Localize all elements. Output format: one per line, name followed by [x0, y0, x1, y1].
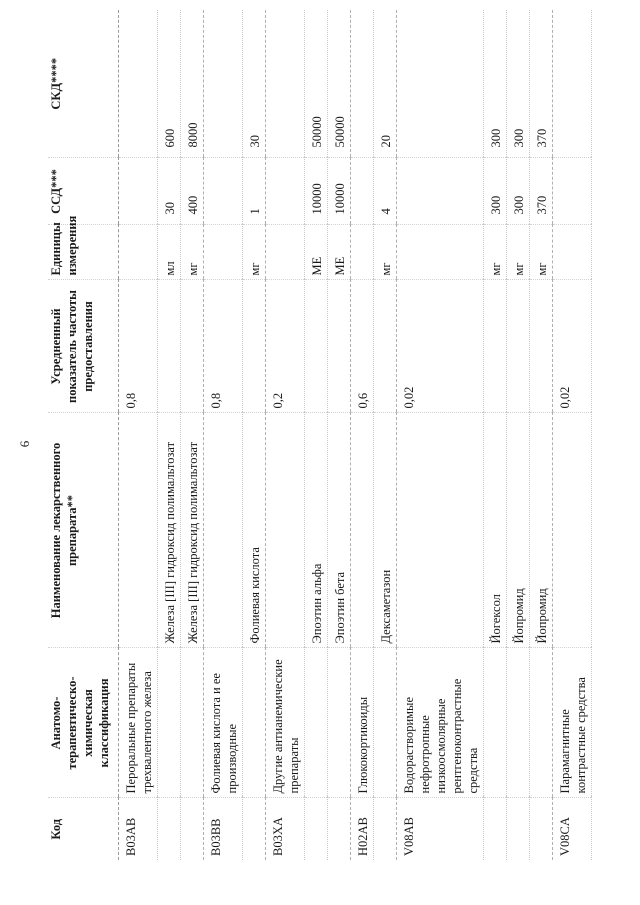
cell-skd	[553, 10, 592, 158]
cell-frequency	[181, 280, 204, 413]
cell-frequency: 0,02	[553, 280, 592, 413]
cell-skd: 8000	[181, 10, 204, 158]
cell-unit: мг	[181, 225, 204, 280]
cell-frequency	[484, 280, 507, 413]
cell-unit: мг	[507, 225, 530, 280]
header-units: Единицы измерения	[48, 225, 119, 280]
cell-ssd	[553, 158, 592, 225]
cell-ssd: 4	[374, 158, 397, 225]
cell-frequency	[530, 280, 553, 413]
cell-classification	[530, 648, 553, 798]
table-row	[351, 10, 374, 860]
cell-classification	[484, 648, 507, 798]
cell-ssd: 10000	[328, 158, 351, 225]
cell-frequency	[305, 280, 328, 413]
table-header-row	[48, 10, 119, 860]
cell-skd	[204, 10, 243, 158]
cell-skd	[351, 10, 374, 158]
cell-ssd	[119, 158, 158, 225]
cell-unit: МЕ	[328, 225, 351, 280]
table-row	[181, 10, 204, 860]
header-ssd: ССД***	[48, 158, 119, 225]
cell-code	[374, 798, 397, 860]
header-frequency: Усредненный показатель частоты предоставления	[48, 280, 119, 413]
cell-frequency	[158, 280, 181, 413]
cell-code: V08AB	[397, 798, 484, 860]
table-row	[553, 10, 592, 860]
cell-drug	[119, 413, 158, 648]
cell-classification	[507, 648, 530, 798]
cell-code: V08CA	[553, 798, 592, 860]
cell-drug: Дексаметазон	[374, 413, 397, 648]
cell-skd	[266, 10, 305, 158]
cell-skd: 300	[484, 10, 507, 158]
cell-drug	[553, 413, 592, 648]
cell-classification	[374, 648, 397, 798]
cell-frequency: 0,8	[204, 280, 243, 413]
cell-classification	[158, 648, 181, 798]
table-row	[266, 10, 305, 860]
cell-code	[507, 798, 530, 860]
cell-unit	[553, 225, 592, 280]
cell-code: H02AB	[351, 798, 374, 860]
cell-drug: Йопромид	[530, 413, 553, 648]
header-code: Код	[48, 798, 119, 860]
cell-code	[305, 798, 328, 860]
cell-frequency	[374, 280, 397, 413]
cell-drug	[351, 413, 374, 648]
cell-code	[328, 798, 351, 860]
cell-classification: Парамагнитные контрастные средства	[553, 648, 592, 798]
cell-unit	[119, 225, 158, 280]
table-row	[397, 10, 484, 860]
cell-ssd: 300	[507, 158, 530, 225]
table-row	[158, 10, 181, 860]
cell-ssd: 300	[484, 158, 507, 225]
table-row	[507, 10, 530, 860]
cell-classification: Глюкокортикоиды	[351, 648, 374, 798]
cell-unit	[204, 225, 243, 280]
cell-code: B03XA	[266, 798, 305, 860]
cell-code	[530, 798, 553, 860]
table-row	[204, 10, 243, 860]
header-classification: Анатомо-терапевтическо-химическая классификация	[48, 648, 119, 798]
table-row	[119, 10, 158, 860]
cell-drug	[397, 413, 484, 648]
cell-frequency	[328, 280, 351, 413]
cell-skd: 50000	[328, 10, 351, 158]
cell-code: B03AB	[119, 798, 158, 860]
table-row	[530, 10, 553, 860]
cell-unit: мг	[530, 225, 553, 280]
cell-drug: Эпоэтин альфа	[305, 413, 328, 648]
cell-skd: 30	[243, 10, 266, 158]
cell-drug: Йогексол	[484, 413, 507, 648]
cell-ssd: 400	[181, 158, 204, 225]
cell-classification: Водорастворимые нефротропные низкоосмолярные рентгеноконтрастные средства	[397, 648, 484, 798]
cell-drug: Фолиевая кислота	[243, 413, 266, 648]
page-number: 6	[17, 440, 32, 448]
cell-drug	[266, 413, 305, 648]
cell-frequency: 0,6	[351, 280, 374, 413]
cell-unit: мл	[158, 225, 181, 280]
cell-classification	[243, 648, 266, 798]
cell-classification	[181, 648, 204, 798]
cell-classification: Фолиевая кислота и ее производные	[204, 648, 243, 798]
cell-drug: Йопромид	[507, 413, 530, 648]
table-row	[328, 10, 351, 860]
table-row	[305, 10, 328, 860]
cell-ssd	[266, 158, 305, 225]
cell-ssd: 10000	[305, 158, 328, 225]
cell-unit	[266, 225, 305, 280]
cell-skd: 50000	[305, 10, 328, 158]
cell-frequency	[243, 280, 266, 413]
cell-classification: Пероральные препараты трехвалентного железа	[119, 648, 158, 798]
cell-ssd: 1	[243, 158, 266, 225]
cell-skd	[397, 10, 484, 158]
cell-unit: МЕ	[305, 225, 328, 280]
cell-unit: мг	[243, 225, 266, 280]
table-row	[484, 10, 507, 860]
cell-drug: Железа [III] гидроксид полимальтозат	[181, 413, 204, 648]
cell-classification	[328, 648, 351, 798]
cell-ssd: 30	[158, 158, 181, 225]
cell-ssd: 370	[530, 158, 553, 225]
cell-drug: Эпоэтин бета	[328, 413, 351, 648]
cell-classification: Другие антианемические препараты	[266, 648, 305, 798]
cell-ssd	[397, 158, 484, 225]
cell-unit: мг	[484, 225, 507, 280]
cell-frequency: 0,02	[397, 280, 484, 413]
cell-unit: мг	[374, 225, 397, 280]
cell-skd: 600	[158, 10, 181, 158]
cell-classification	[305, 648, 328, 798]
cell-drug	[204, 413, 243, 648]
table-row	[243, 10, 266, 860]
cell-frequency: 0,8	[119, 280, 158, 413]
cell-code	[181, 798, 204, 860]
drug-table	[48, 10, 592, 860]
cell-skd: 370	[530, 10, 553, 158]
header-drug-name: Наименование лекарственного препарата**	[48, 413, 119, 648]
cell-ssd	[351, 158, 374, 225]
cell-code	[484, 798, 507, 860]
cell-drug: Железа [III] гидроксид полимальтозат	[158, 413, 181, 648]
header-skd: СКД****	[48, 10, 119, 158]
cell-frequency	[507, 280, 530, 413]
cell-unit	[351, 225, 374, 280]
cell-frequency: 0,2	[266, 280, 305, 413]
cell-code	[243, 798, 266, 860]
cell-code: B03BB	[204, 798, 243, 860]
cell-skd: 300	[507, 10, 530, 158]
table-row	[374, 10, 397, 860]
cell-skd	[119, 10, 158, 158]
cell-skd: 20	[374, 10, 397, 158]
cell-unit	[397, 225, 484, 280]
cell-code	[158, 798, 181, 860]
cell-ssd	[204, 158, 243, 225]
